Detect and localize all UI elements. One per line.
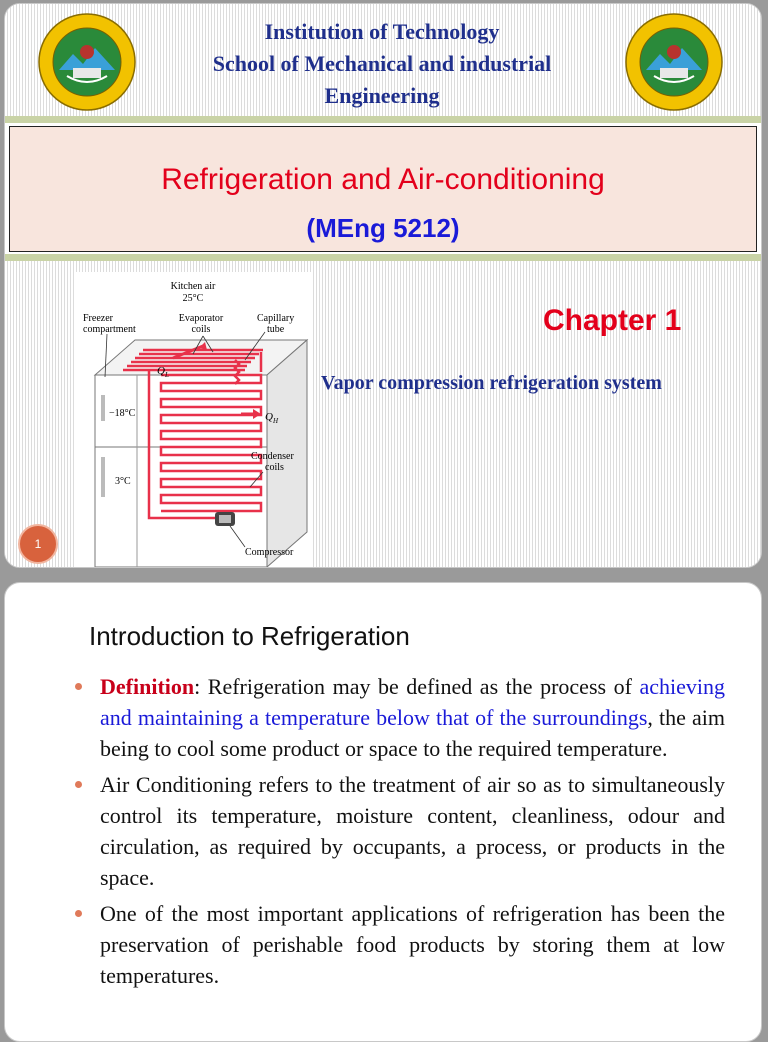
bullet-dot-icon [75,781,82,788]
food-preservation-text: One of the most important applications of refrigeration has been the preservation of perishable food products by storing them at low temperatures. [100,901,725,988]
freezer-temp-label: −18°C [109,408,136,419]
definition-text: : Refrigeration may be defined as the process of [194,674,640,699]
slide-heading: Introduction to Refrigeration [89,621,410,651]
department-line: Engineering [324,83,440,108]
kitchen-temp-label: 25°C [182,293,204,304]
divider-line [5,254,761,261]
university-logo-right [624,12,724,112]
institution-line: Institution of Technology [264,19,500,44]
page-number-badge: 1 [18,524,58,564]
university-logo-left [37,12,137,112]
capillary-label: Capillary [257,313,295,324]
definition-term: Definition [100,674,195,699]
institution-header [145,16,619,112]
tube-label: tube [267,324,285,335]
air-conditioning-text: Air Conditioning refers to the treatment of air so as to simultaneously control its temperature, moisture content, cleanliness, odour and circulation, as required by occupants, a process, or products in the space. [100,772,725,890]
evaporator-label: Evaporator [178,313,224,324]
ql-subscript: L [164,371,169,379]
refrigerator-diagram [75,272,311,568]
compartment-label: compartment [83,324,136,335]
title-slide [4,3,762,568]
definition-rest: , the aim being to cool some product or space to the required temperature. [100,705,725,761]
evaporator-coils-label: coils [191,324,211,335]
bullet-air-conditioning [75,769,725,893]
bullet-food-preservation [75,898,725,991]
condenser-coils-label: coils [265,462,284,473]
freezer-label: Freezer [83,313,113,324]
course-title: Refrigeration and Air-conditioning [161,163,605,196]
intro-slide [4,582,762,1042]
qh-symbol: Q [265,411,273,423]
school-line: School of Mechanical and industrial [212,51,552,76]
chapter-subtitle: Vapor compression refrigeration system [321,372,662,394]
kitchen-air-label: Kitchen air [170,281,216,292]
chapter-label: Chapter 1 [543,304,682,337]
bullet-dot-icon [75,910,82,917]
definition-highlight: achieving and maintaining a temperature below that of the surroundings [100,674,725,730]
compressor-label: Compressor [245,547,294,558]
course-title-box [9,126,757,252]
bullet-list [75,671,725,996]
bullet-dot-icon [75,683,82,690]
course-code: (MEng 5212) [306,213,460,243]
divider-line [5,116,761,123]
fridge-temp-label: 3°C [115,476,131,487]
condenser-label: Condenser [251,451,294,462]
bullet-definition [75,671,725,764]
ql-symbol: Q [157,365,165,377]
qh-subscript: H [272,417,279,425]
